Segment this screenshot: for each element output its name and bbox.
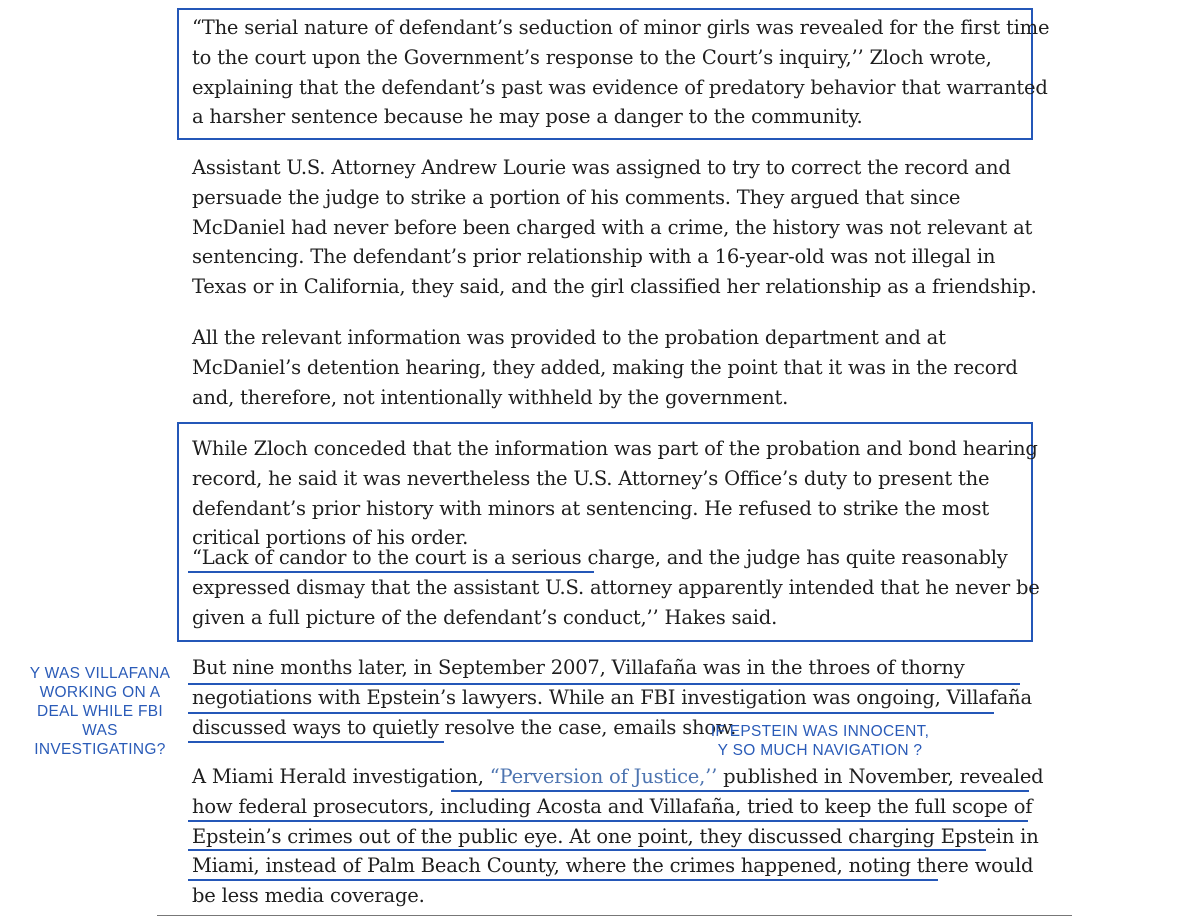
underline-line-2 — [188, 712, 994, 714]
paragraph-hakes-quote: “Lack of candor to the court is a serious charge, and the judge has quite reasonably expressed dismay that the assistant U.S. attorney apparently intended that he never be given a full picture of the defendant’s conduct,’’ Hakes said. — [192, 546, 1040, 629]
underline-line-6 — [188, 849, 986, 851]
underline-line-5 — [188, 820, 1028, 822]
underline-line-1 — [188, 683, 1020, 685]
underline-line-7 — [188, 879, 938, 881]
paragraph-text-start: A Miami Herald investigation, — [192, 765, 490, 788]
paragraph-zloch-quote: “The serial nature of defendant’s seduction of minor girls was revealed for the first time to the court upon the Government’s response to the Court’s inquiry,’’ Zloch wrote, explaining that the defendant’s past was evidence of predatory behavior that warranted a harsher sentence because he may pose a danger to the community. — [192, 16, 1050, 129]
paragraph-villafana-negotiations: But nine months later, in September 2007, Villafaña was in the throes of thorny negotiations with Epstein’s lawyers. While an FBI investigation was ongoing, Villafaña discussed ways to quietly resolve the case, emails show. — [192, 656, 1032, 739]
annotation-navigation-question-line1: IF EPSTEIN WAS INNOCENT, — [710, 723, 930, 740]
underline-line-3 — [188, 741, 444, 743]
paragraph-text-end: published in November, revealed how federal prosecutors, including Acosta and Villafaña, tried to keep the full scope of Epstein’s crimes out of the public eye. At one point, they discussed charging Epstein in Miami, instead of Palm Beach County, where the crimes happened, noting there would be less media coverage. — [192, 765, 1044, 908]
perversion-of-justice-link[interactable]: “Perversion of Justice,’’ — [489, 765, 718, 788]
annotation-villafana-question: Y WAS VILLAFANA WORKING ON A DEAL WHILE FBI WAS INVESTIGATING? — [29, 665, 171, 758]
paragraph-lourie: Assistant U.S. Attorney Andrew Lourie was assigned to try to correct the record and persuade the judge to strike a portion of his comments. They argued that since McDaniel had never before been charged with a crime, the history was not relevant at sentencing. The defendant’s prior relationship with a 16-year-old was not illegal in Texas or in California, they said, and the girl classified her relationship as a friendship. — [192, 156, 1037, 299]
underline-line-4 — [451, 790, 1029, 792]
annotation-navigation-question-line2: Y SO MUCH NAVIGATION ? — [717, 742, 923, 759]
bottom-divider — [157, 915, 1072, 916]
paragraph-miami-herald — [192, 762, 1052, 911]
paragraph-zloch-conceded: While Zloch conceded that the information was part of the probation and bond hearing record, he said it was nevertheless the U.S. Attorney’s Office’s duty to present the defendant’s prior history with minors at sentencing. He refused to strike the most critical portions of his order. — [192, 437, 1038, 550]
paragraph-relevant-info: All the relevant information was provided to the probation department and at McDaniel’s detention hearing, they added, making the point that it was in the record and, therefore, not intentionally withheld by the government. — [192, 326, 1018, 409]
underline-lack-of-candor — [188, 571, 594, 573]
